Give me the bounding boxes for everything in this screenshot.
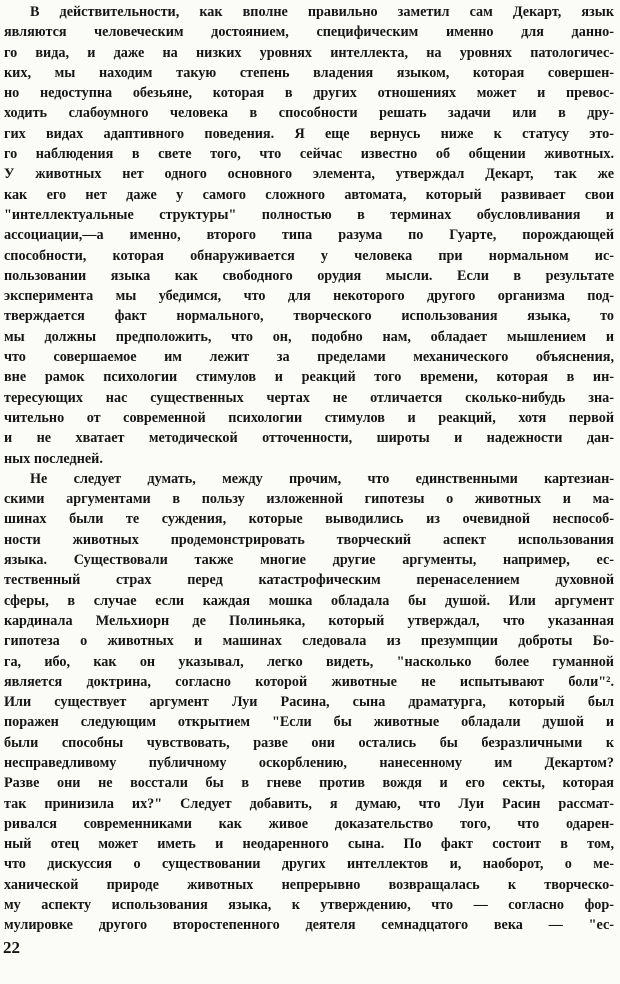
page-body-text	[4, 2, 614, 936]
text-line: эксперимента мы убедимся, что для некоторого другого организма под-	[4, 288, 614, 305]
text-line: га, ибо, как он указывал, легко видеть, "насколько более гуманной	[4, 653, 614, 670]
text-line: и не хватает методической отточенности, широты и надежности дан-	[4, 430, 614, 447]
text-line: сферы, в случае если каждая мошка обладала бы душой. Или аргумент	[4, 592, 614, 609]
text-line: гих видах адаптивного поведения. Я еще вернусь ниже к статусу это-	[4, 125, 614, 142]
text-line: что совершаемое им лежит за пределами механического объяснения,	[4, 349, 614, 366]
text-line: скими аргументами в пользу изложенной гипотезы о животных и ма-	[4, 491, 614, 508]
text-line: ривался современниками как живое доказательство того, что одарен-	[4, 815, 614, 832]
text-line: поражен следующим открытием "Если бы животные обладали душой и	[4, 714, 614, 731]
text-line: Или существует аргумент Луи Расина, сына драматурга, который был	[4, 694, 614, 711]
text-line: ких, мы находим такую степень владения языком, которая совершен-	[4, 64, 614, 81]
text-line: ходить слабоумного человека в способности решать задачи или в дру-	[4, 105, 614, 122]
text-line: "интеллектуальные структуры" полностью в терминах обусловливания и	[4, 206, 614, 223]
text-line: кардинала Мельхиорн де Полиньяка, который утверждал, что указанная	[4, 612, 614, 629]
text-line: ный отец может иметь и неодаренного сына. По факт состоит в том,	[4, 836, 614, 853]
text-line: но недоступна обезьяне, которая в других отношениях может и превос-	[4, 85, 614, 102]
text-line: му аспекту использования языка, к утверждению, что — согласно фор-	[4, 897, 614, 914]
text-line: пользовании языка как свободного орудия мысли. Если в результате	[4, 267, 614, 284]
text-line: являются человеческим достоянием, специфическим именно для данно-	[4, 24, 614, 41]
text-line: чительно от современной психологии стимулов и реакций, хотя первой	[4, 409, 614, 426]
text-line: Не следует думать, между прочим, что единственными картезиан-	[30, 470, 614, 487]
text-line: языка. Существовали также многие другие аргументы, например, ес-	[4, 552, 614, 569]
text-line: го вида, и даже на низких уровнях интеллекта, на уровнях патологичес-	[4, 44, 614, 61]
text-line: способности, которая обнаруживается у человека при нормальном ис-	[4, 247, 614, 264]
text-line: несправедливому публичному оскорблению, нанесенному им Декартом?	[4, 754, 614, 771]
text-line: ных последней.	[4, 450, 103, 467]
text-line: ности животных продемонстрировать творческий аспект использования	[4, 531, 614, 548]
text-line: были способны чувствовать, разве они остались бы безразличными к	[4, 734, 614, 751]
text-line: как его нет даже у самого сложного автомата, который развивает свои	[4, 186, 614, 203]
text-line: Разве они не восстали бы в гневе против вождя и его секты, которая	[4, 775, 614, 792]
text-line: В действительности, как вполне правильно заметил сам Декарт, язык	[30, 4, 614, 20]
text-line: вне рамок психологии стимулов и реакций того времени, которая в ин-	[4, 369, 614, 386]
text-line: ассоциации,—а именно, второго типа разума по Гуарте, порождающей	[4, 227, 614, 244]
text-line: тверждается факт нормального, творческого использования языка, то	[4, 308, 614, 325]
text-line: тественный страх перед катастрофическим перенаселением духовной	[4, 572, 614, 589]
text-line: так принизила их?" Следует добавить, я думаю, что Луи Расин рассмат-	[4, 795, 614, 812]
text-line: мулировке другого второстепенного деятеля семнадцатого века — "ес-	[4, 917, 614, 934]
text-line: ханической природе животных непрерывно возвращалась к творческо-	[4, 876, 614, 893]
text-line: У животных нет одного основного элемента, утверждал Декарт, так же	[4, 166, 614, 183]
text-line: го наблюдения в свете того, что сейчас известно об общении животных.	[4, 146, 614, 163]
page-number: 22	[3, 938, 20, 957]
text-line: гипотеза о животных и машинах следовала из презумпции доброты Бо-	[4, 633, 614, 650]
text-line: мы должны предположить, что он, подобно нам, обладает мышлением и	[4, 328, 614, 345]
text-line: шинах были те суждения, которые выводились из очевидной неспособ-	[4, 511, 614, 528]
text-line: тересующих нас существенных чертах не отличается сколько-нибудь зна-	[4, 389, 614, 406]
text-line: является доктрина, согласно которой животные не испытывают боли"².	[4, 673, 614, 690]
text-line: что дискуссия о существовании других интеллектов и, наоборот, о ме-	[4, 856, 614, 873]
